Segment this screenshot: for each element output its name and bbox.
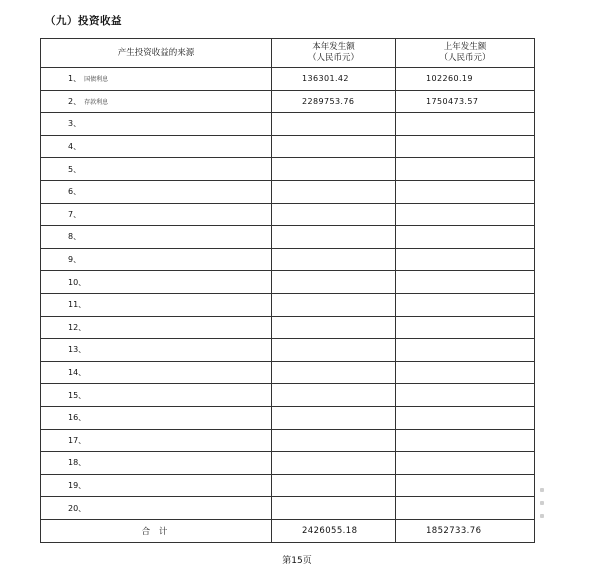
table-row: [41, 248, 535, 271]
table-row: [41, 361, 535, 384]
source-cell: [41, 203, 272, 226]
current-year-value: [272, 203, 396, 226]
source-cell: [41, 339, 272, 362]
row-number: 18、: [68, 458, 87, 468]
row-number: 10、: [68, 277, 87, 287]
current-year-value: [272, 429, 396, 452]
total-current-year: 2426055.18: [272, 519, 396, 542]
prior-year-value: 1750473.57: [396, 90, 535, 113]
current-year-value: [272, 316, 396, 339]
current-year-value: [272, 226, 396, 249]
row-number: 4、: [68, 142, 82, 152]
source-cell: [41, 180, 272, 203]
source-cell: [41, 158, 272, 181]
header-source: 产生投资收益的来源: [41, 39, 272, 68]
prior-year-value: [396, 429, 535, 452]
source-cell: [41, 271, 272, 294]
prior-year-value: [396, 452, 535, 475]
row-number: 20、: [68, 503, 87, 513]
row-number: 19、: [68, 480, 87, 490]
table-row: [41, 316, 535, 339]
prior-year-value: [396, 158, 535, 181]
row-number: 6、: [68, 187, 82, 197]
row-number: 14、: [68, 368, 87, 378]
source-cell: [41, 429, 272, 452]
source-cell: [41, 113, 272, 136]
row-number: 5、: [68, 164, 82, 174]
source-cell: [41, 406, 272, 429]
source-name: 国债利息: [84, 76, 109, 84]
table-header-row: [41, 39, 535, 68]
table-row: [41, 497, 535, 520]
scroll-marker-dots: [538, 488, 546, 536]
current-year-value: [272, 339, 396, 362]
row-number: 15、: [68, 390, 87, 400]
marker-dot: [540, 514, 544, 518]
source-cell: [41, 248, 272, 271]
table-row: [41, 90, 535, 113]
source-cell: [41, 474, 272, 497]
prior-year-value: [396, 135, 535, 158]
current-year-value: [272, 293, 396, 316]
prior-year-value: [396, 113, 535, 136]
row-number: 3、: [68, 119, 82, 129]
current-year-value: [272, 474, 396, 497]
current-year-value: [272, 497, 396, 520]
current-year-value: [272, 113, 396, 136]
prior-year-value: [396, 248, 535, 271]
source-cell: [41, 452, 272, 475]
total-prior-year: 1852733.76: [396, 519, 535, 542]
table-row: [41, 68, 535, 91]
current-year-value: [272, 180, 396, 203]
row-number: 8、: [68, 232, 82, 242]
current-year-value: [272, 135, 396, 158]
source-cell: [41, 497, 272, 520]
source-cell: [41, 361, 272, 384]
current-year-value: [272, 248, 396, 271]
marker-dot: [540, 488, 544, 492]
row-number: 11、: [68, 300, 87, 310]
table-row: [41, 293, 535, 316]
header-current-year: [272, 39, 396, 68]
prior-year-value: [396, 293, 535, 316]
table-row: [41, 135, 535, 158]
prior-year-value: [396, 384, 535, 407]
table-row: [41, 452, 535, 475]
header-current-line1: 本年发生额: [312, 42, 355, 52]
current-year-value: [272, 361, 396, 384]
table-row: [41, 406, 535, 429]
section-title: （九）投资收益: [45, 15, 122, 27]
prior-year-value: [396, 203, 535, 226]
row-number: 17、: [68, 435, 87, 445]
row-number: 2、: [68, 96, 82, 106]
source-cell: [41, 316, 272, 339]
row-number: 9、: [68, 255, 82, 265]
prior-year-value: [396, 497, 535, 520]
prior-year-value: 102260.19: [396, 68, 535, 91]
prior-year-value: [396, 180, 535, 203]
current-year-value: [272, 158, 396, 181]
current-year-value: [272, 271, 396, 294]
table-row: [41, 384, 535, 407]
source-cell: [41, 90, 272, 113]
marker-dot: [540, 501, 544, 505]
prior-year-value: [396, 406, 535, 429]
prior-year-value: [396, 474, 535, 497]
row-number: 1、: [68, 74, 82, 84]
table-row: [41, 474, 535, 497]
current-year-value: [272, 406, 396, 429]
header-prior-line1: 上年发生额: [443, 42, 487, 52]
source-name: 存款利息: [84, 98, 109, 106]
header-prior-line2: （人民币元）: [439, 53, 491, 63]
source-cell: [41, 226, 272, 249]
total-label: 合 计: [41, 519, 272, 542]
table-row: [41, 226, 535, 249]
table-row: [41, 158, 535, 181]
header-prior-year: [396, 39, 535, 68]
table-row: [41, 113, 535, 136]
prior-year-value: [396, 271, 535, 294]
row-number: 13、: [68, 345, 87, 355]
investment-income-table: [40, 38, 535, 543]
row-number: 16、: [68, 413, 87, 423]
table-row: [41, 339, 535, 362]
source-cell: [41, 384, 272, 407]
row-number: 12、: [68, 322, 87, 332]
header-current-line2: （人民币元）: [307, 53, 359, 63]
page-number: 第15页: [282, 556, 312, 566]
current-year-value: [272, 384, 396, 407]
table-row: [41, 203, 535, 226]
row-number: 7、: [68, 209, 82, 219]
table-row: [41, 271, 535, 294]
source-cell: [41, 68, 272, 91]
table-row: [41, 180, 535, 203]
source-cell: [41, 293, 272, 316]
current-year-value: [272, 452, 396, 475]
table-row: [41, 429, 535, 452]
prior-year-value: [396, 361, 535, 384]
prior-year-value: [396, 316, 535, 339]
current-year-value: 2289753.76: [272, 90, 396, 113]
current-year-value: 136301.42: [272, 68, 396, 91]
prior-year-value: [396, 226, 535, 249]
source-cell: [41, 135, 272, 158]
total-row: [41, 519, 535, 542]
prior-year-value: [396, 339, 535, 362]
